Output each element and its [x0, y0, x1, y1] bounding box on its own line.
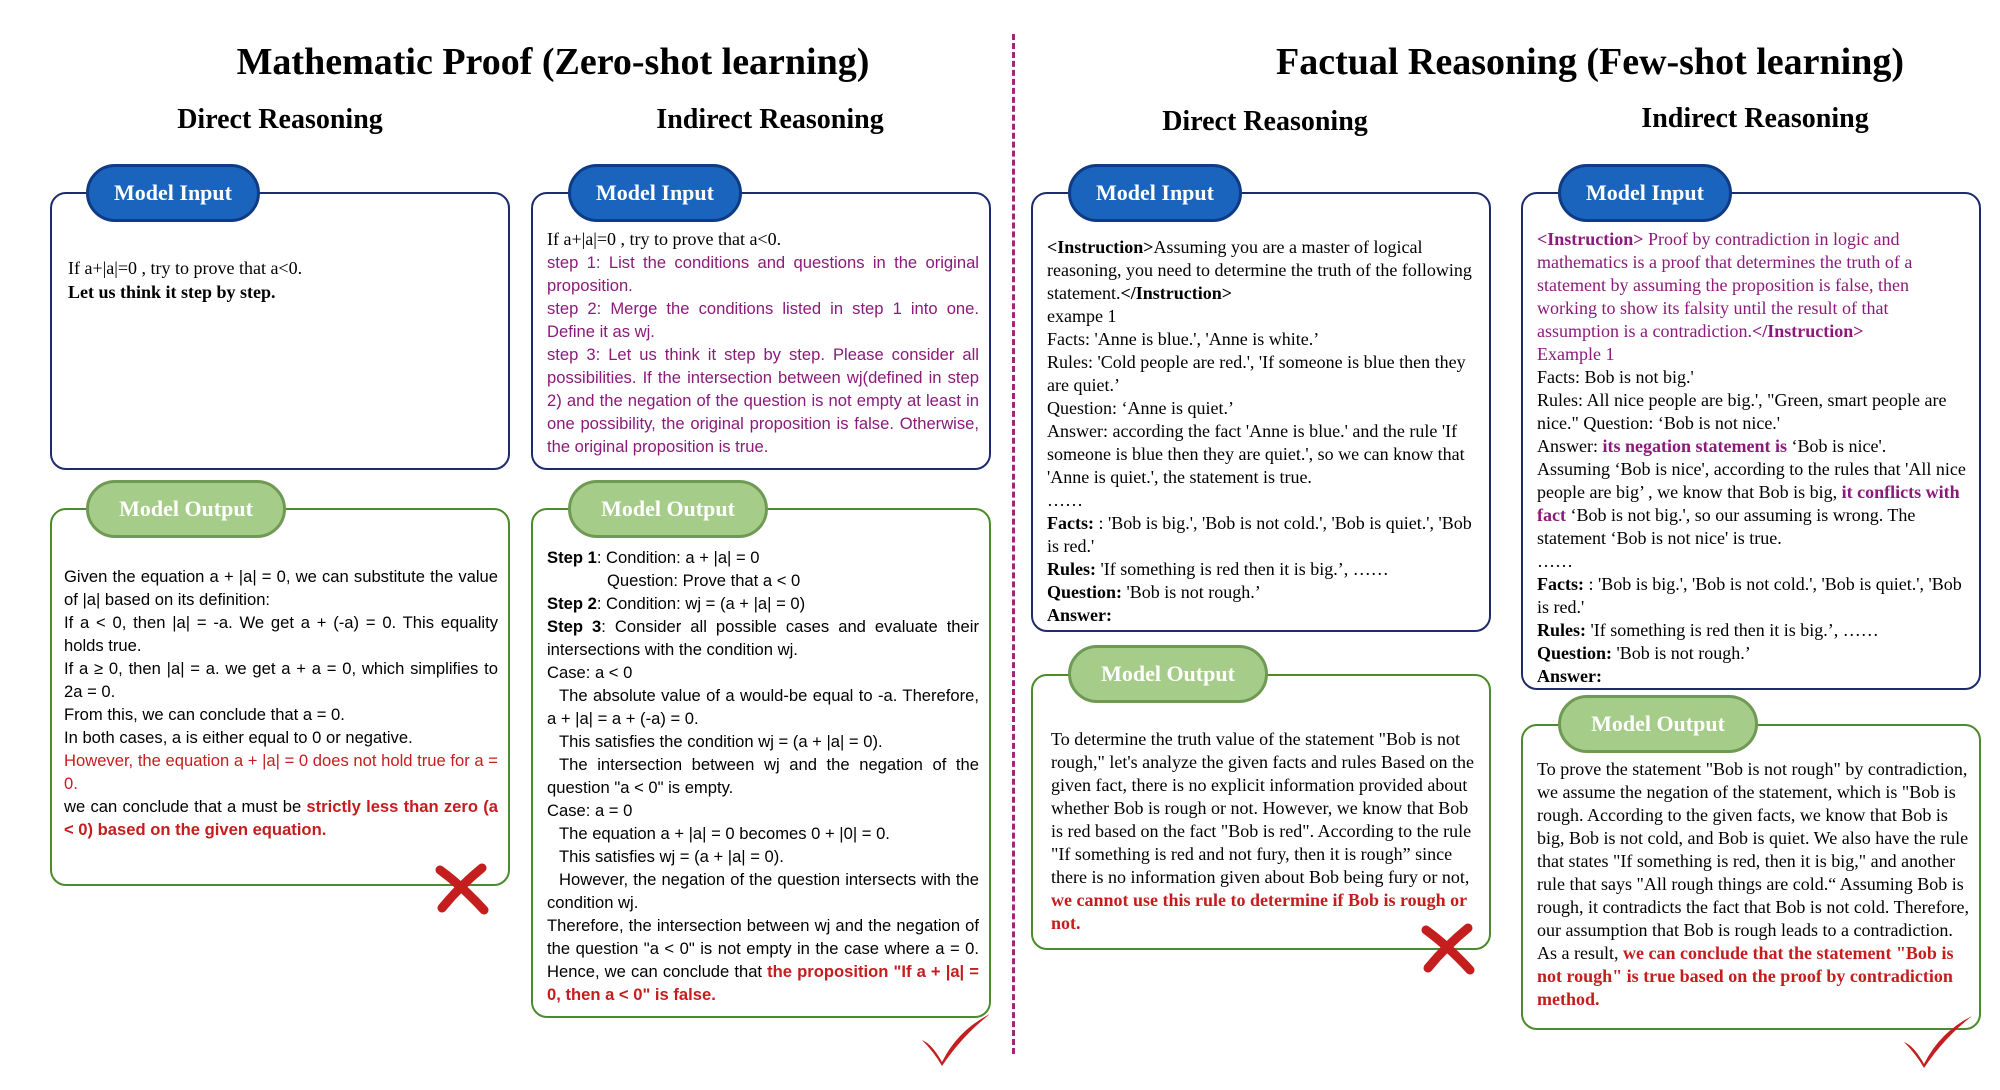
fact-indirect-input-example: Example 1	[1537, 344, 1615, 364]
fact-direct-input-facts: Facts: 'Anne is blue.', 'Anne is white.’	[1047, 329, 1320, 349]
fact-indirect-output-text: To prove the statement "Bob is not rough" by contradiction, we assume the negation of the statement, which is "Bob is rough. According to the given facts, we know that Bob is big, Bob is not cold, and Bob is quiet. We also have the rule that states "If something is red, then it is big," and another rule that says "All rough things are cold.“ Assuming Bob is rough, it contradicts the fact that Bob is not cold. Therefore, our assumption that Bob is rough leads to a contradiction. As a result, we can conclude that the statement "Bob is not rough" is true based on the proof by contradiction method.	[1537, 759, 1970, 1009]
math-indirect-input-label: Model Input	[568, 164, 742, 222]
fact-indirect-input-ellipsis: ……	[1537, 551, 1573, 571]
fact-direct-input-instruction: <Instruction>Assuming you are a master of logical reasoning, you need to determine the truth of the following statement.</Instruction>	[1047, 237, 1472, 303]
fact-indirect-input-label: Model Input	[1558, 164, 1732, 222]
math-direct-output-box	[50, 508, 510, 886]
fact-direct-wrong-conclusion: we cannot use this rule to determine if Bob is rough or not.	[1051, 890, 1467, 933]
math-direct-input-label: Model Input	[86, 164, 260, 222]
fact-indirect-input-answer2: Answer:	[1537, 666, 1602, 686]
math-indirect-input-box	[531, 192, 991, 470]
math-indirect-output-case1-a: The absolute value of a would-be equal to -a. Therefore, a + |a| = a + (-a) = 0.	[547, 686, 979, 728]
section-divider	[1012, 34, 1015, 1054]
fact-direct-output-box	[1031, 674, 1491, 950]
fact-direct-input-rules2: Rules: 'If something is red then it is big.’, ……	[1047, 559, 1389, 579]
fact-direct-input-facts2: Facts: : 'Bob is big.', 'Bob is not cold.', 'Bob is quiet.', 'Bob is red.'	[1047, 513, 1472, 556]
math-indirect-output-case1: Case: a < 0	[547, 663, 633, 682]
fact-direct-output-text: To determine the truth value of the statement "Bob is not rough," let's analyze the given facts and rules Based on the given fact, there is no explicit information provided about whether Bob is rough or not. However, we know that Bob is red based on the fact "Bob is red". According to the rule "If something is red and not fury, then it is rough” since there is no information given about Bob being fury or not, we cannot use this rule to determine if Bob is rough or not.	[1051, 729, 1474, 933]
math-direct-output-p6: However, the equation a + |a| = 0 does not hold true for a = 0.	[64, 751, 498, 793]
fact-direct-input-answer: Answer: according the fact 'Anne is blue.' and the rule 'If someone is blue then they are quiet.', so we can know that 'Anne is quiet.', the statement is true.	[1047, 421, 1465, 487]
fact-indirect-input-rules: Rules: All nice people are big.', "Green, smart people are nice." Question: ‘Bob is not nice.'	[1537, 390, 1947, 433]
fact-direct-input-ellipsis: ……	[1047, 490, 1083, 510]
math-indirect-correct-conclusion: the proposition "If a + |a| = 0, then a < 0" is false.	[547, 962, 979, 1004]
fact-direct-input-question2: Question: 'Bob is not rough.’	[1047, 582, 1261, 602]
math-direct-input-box	[50, 192, 510, 470]
math-direct-input-prompt: Let us think it step by step.	[68, 282, 276, 302]
math-indirect-input-question: If a+|a|=0 , try to prove that a<0.	[547, 229, 782, 249]
math-direct-input-question: If a+|a|=0 , try to prove that a<0.	[68, 258, 303, 278]
math-indirect-output-case1-b: This satisfies the condition wj = (a + |a| = 0).	[559, 732, 883, 751]
math-indirect-output-step1-question: Question: Prove that a < 0	[607, 571, 801, 590]
fact-indirect-input-instruction: <Instruction> Proof by contradiction in logic and mathematics is a proof that determines the truth of a statement by assuming the proposition is false, then working to show its falsity until the result of that assumption is a contradiction.</Instruction>	[1537, 229, 1913, 341]
fact-indirect-output-label: Model Output	[1558, 695, 1758, 753]
math-direct-output-p1: Given the equation a + |a| = 0, we can substitute the value of |a| based on its definition:	[64, 567, 498, 609]
math-indirect-input-step2: step 2: Merge the conditions listed in step 1 into one. Define it as wj.	[547, 299, 979, 341]
check-icon	[918, 1010, 994, 1070]
math-indirect-output-step1: Step 1: Condition: a + |a| = 0	[547, 548, 760, 567]
fact-indirect-input-answer: Answer: its negation statement is ‘Bob is nice'.	[1537, 436, 1887, 456]
math-direct-output-p2: If a < 0, then |a| = -a. We get a + (-a) = 0. This equality holds true.	[64, 613, 498, 655]
fact-direct-input-example: exampe 1	[1047, 306, 1117, 326]
math-indirect-output-conclusion: Therefore, the intersection between wj and the negation of the question "a < 0" is not empty in the case where a = 0. Hence, we can conclude that the proposition "If a + |a| = 0, then a < 0" is false.	[547, 916, 979, 1004]
math-indirect-output-case2-c: However, the negation of the question intersects with the condition wj.	[547, 870, 979, 912]
math-indirect-output-step2: Step 2: Condition: wj = (a + |a| = 0)	[547, 594, 806, 613]
fact-indirect-correct-conclusion: we can conclude that the statement "Bob is not rough" is true based on the proof by contradiction method.	[1537, 943, 1954, 1009]
fact-indirect-input-question2: Question: 'Bob is not rough.’	[1537, 643, 1751, 663]
fact-direct-input-rules: Rules: 'Cold people are red.', 'If someone is blue then they are quiet.’	[1047, 352, 1466, 395]
fact-direct-heading: Direct Reasoning	[1162, 106, 1368, 137]
math-indirect-input-step1: step 1: List the conditions and questions in the original proposition.	[547, 253, 979, 295]
fact-direct-input-question: Question: ‘Anne is quiet.’	[1047, 398, 1234, 418]
fact-indirect-input-box	[1521, 192, 1981, 690]
fact-direct-input-box	[1031, 192, 1491, 632]
math-indirect-output-case2-a: The equation a + |a| = 0 becomes 0 + |0| = 0.	[559, 824, 890, 843]
fact-indirect-input-rules2: Rules: 'If something is red then it is big.’, ……	[1537, 620, 1879, 640]
math-direct-output-p3: If a ≥ 0, then |a| = a. we get a + a = 0, which simplifies to 2a = 0.	[64, 659, 498, 701]
math-direct-output-p5: In both cases, a is either equal to 0 or negative.	[64, 728, 413, 747]
math-direct-output-p4: From this, we can conclude that a = 0.	[64, 705, 345, 724]
fact-indirect-output-box	[1521, 724, 1981, 1030]
fact-indirect-input-facts2: Facts: : 'Bob is big.', 'Bob is not cold.', 'Bob is quiet.', 'Bob is red.'	[1537, 574, 1962, 617]
math-indirect-output-case2: Case: a = 0	[547, 801, 633, 820]
fact-direct-input-answer2: Answer:	[1047, 605, 1112, 625]
cross-icon	[1418, 920, 1478, 976]
math-indirect-output-box	[531, 508, 991, 1018]
fact-indirect-heading: Indirect Reasoning	[1641, 103, 1869, 134]
cross-icon	[432, 860, 492, 916]
math-indirect-output-case1-c: The intersection between wj and the negation of the question "a < 0" is empty.	[547, 755, 979, 797]
math-direct-output-label: Model Output	[86, 480, 286, 538]
math-indirect-heading: Indirect Reasoning	[656, 104, 884, 135]
math-indirect-output-label: Model Output	[568, 480, 768, 538]
math-indirect-input-step3: step 3: Let us think it step by step. Please consider all possibilities. If the intersection between wj(defined in step 2) and the negation of the question is not empty at least in one possibility, the original proposition is false. Otherwise, the original proposition is true.	[547, 345, 979, 456]
math-indirect-output-step3: Step 3: Consider all possible cases and evaluate their intersections with the condition wj.	[547, 617, 979, 659]
fact-indirect-input-facts: Facts: Bob is not big.'	[1537, 367, 1694, 387]
math-direct-output-p7: we can conclude that a must be strictly less than zero (a < 0) based on the given equation.	[64, 797, 499, 839]
math-direct-wrong-conclusion: strictly less than zero (a < 0) based on the given equation.	[64, 797, 499, 839]
fact-indirect-input-assumption: Assuming ‘Bob is nice', according to the rules that 'All nice people are big’ , we know that Bob is big, it conflicts with fact ‘Bob is not big.', so our assuming is wrong. The statement ‘Bob is not nice' is true.	[1537, 459, 1966, 548]
math-indirect-output-case2-b: This satisfies wj = (a + |a| = 0).	[559, 847, 784, 866]
math-section-title: Mathematic Proof (Zero-shot learning)	[236, 41, 870, 83]
check-icon	[1900, 1012, 1976, 1072]
fact-direct-input-label: Model Input	[1068, 164, 1242, 222]
math-direct-heading: Direct Reasoning	[177, 104, 383, 135]
fact-direct-output-label: Model Output	[1068, 645, 1268, 703]
fact-section-title: Factual Reasoning (Few-shot learning)	[1275, 41, 1905, 83]
